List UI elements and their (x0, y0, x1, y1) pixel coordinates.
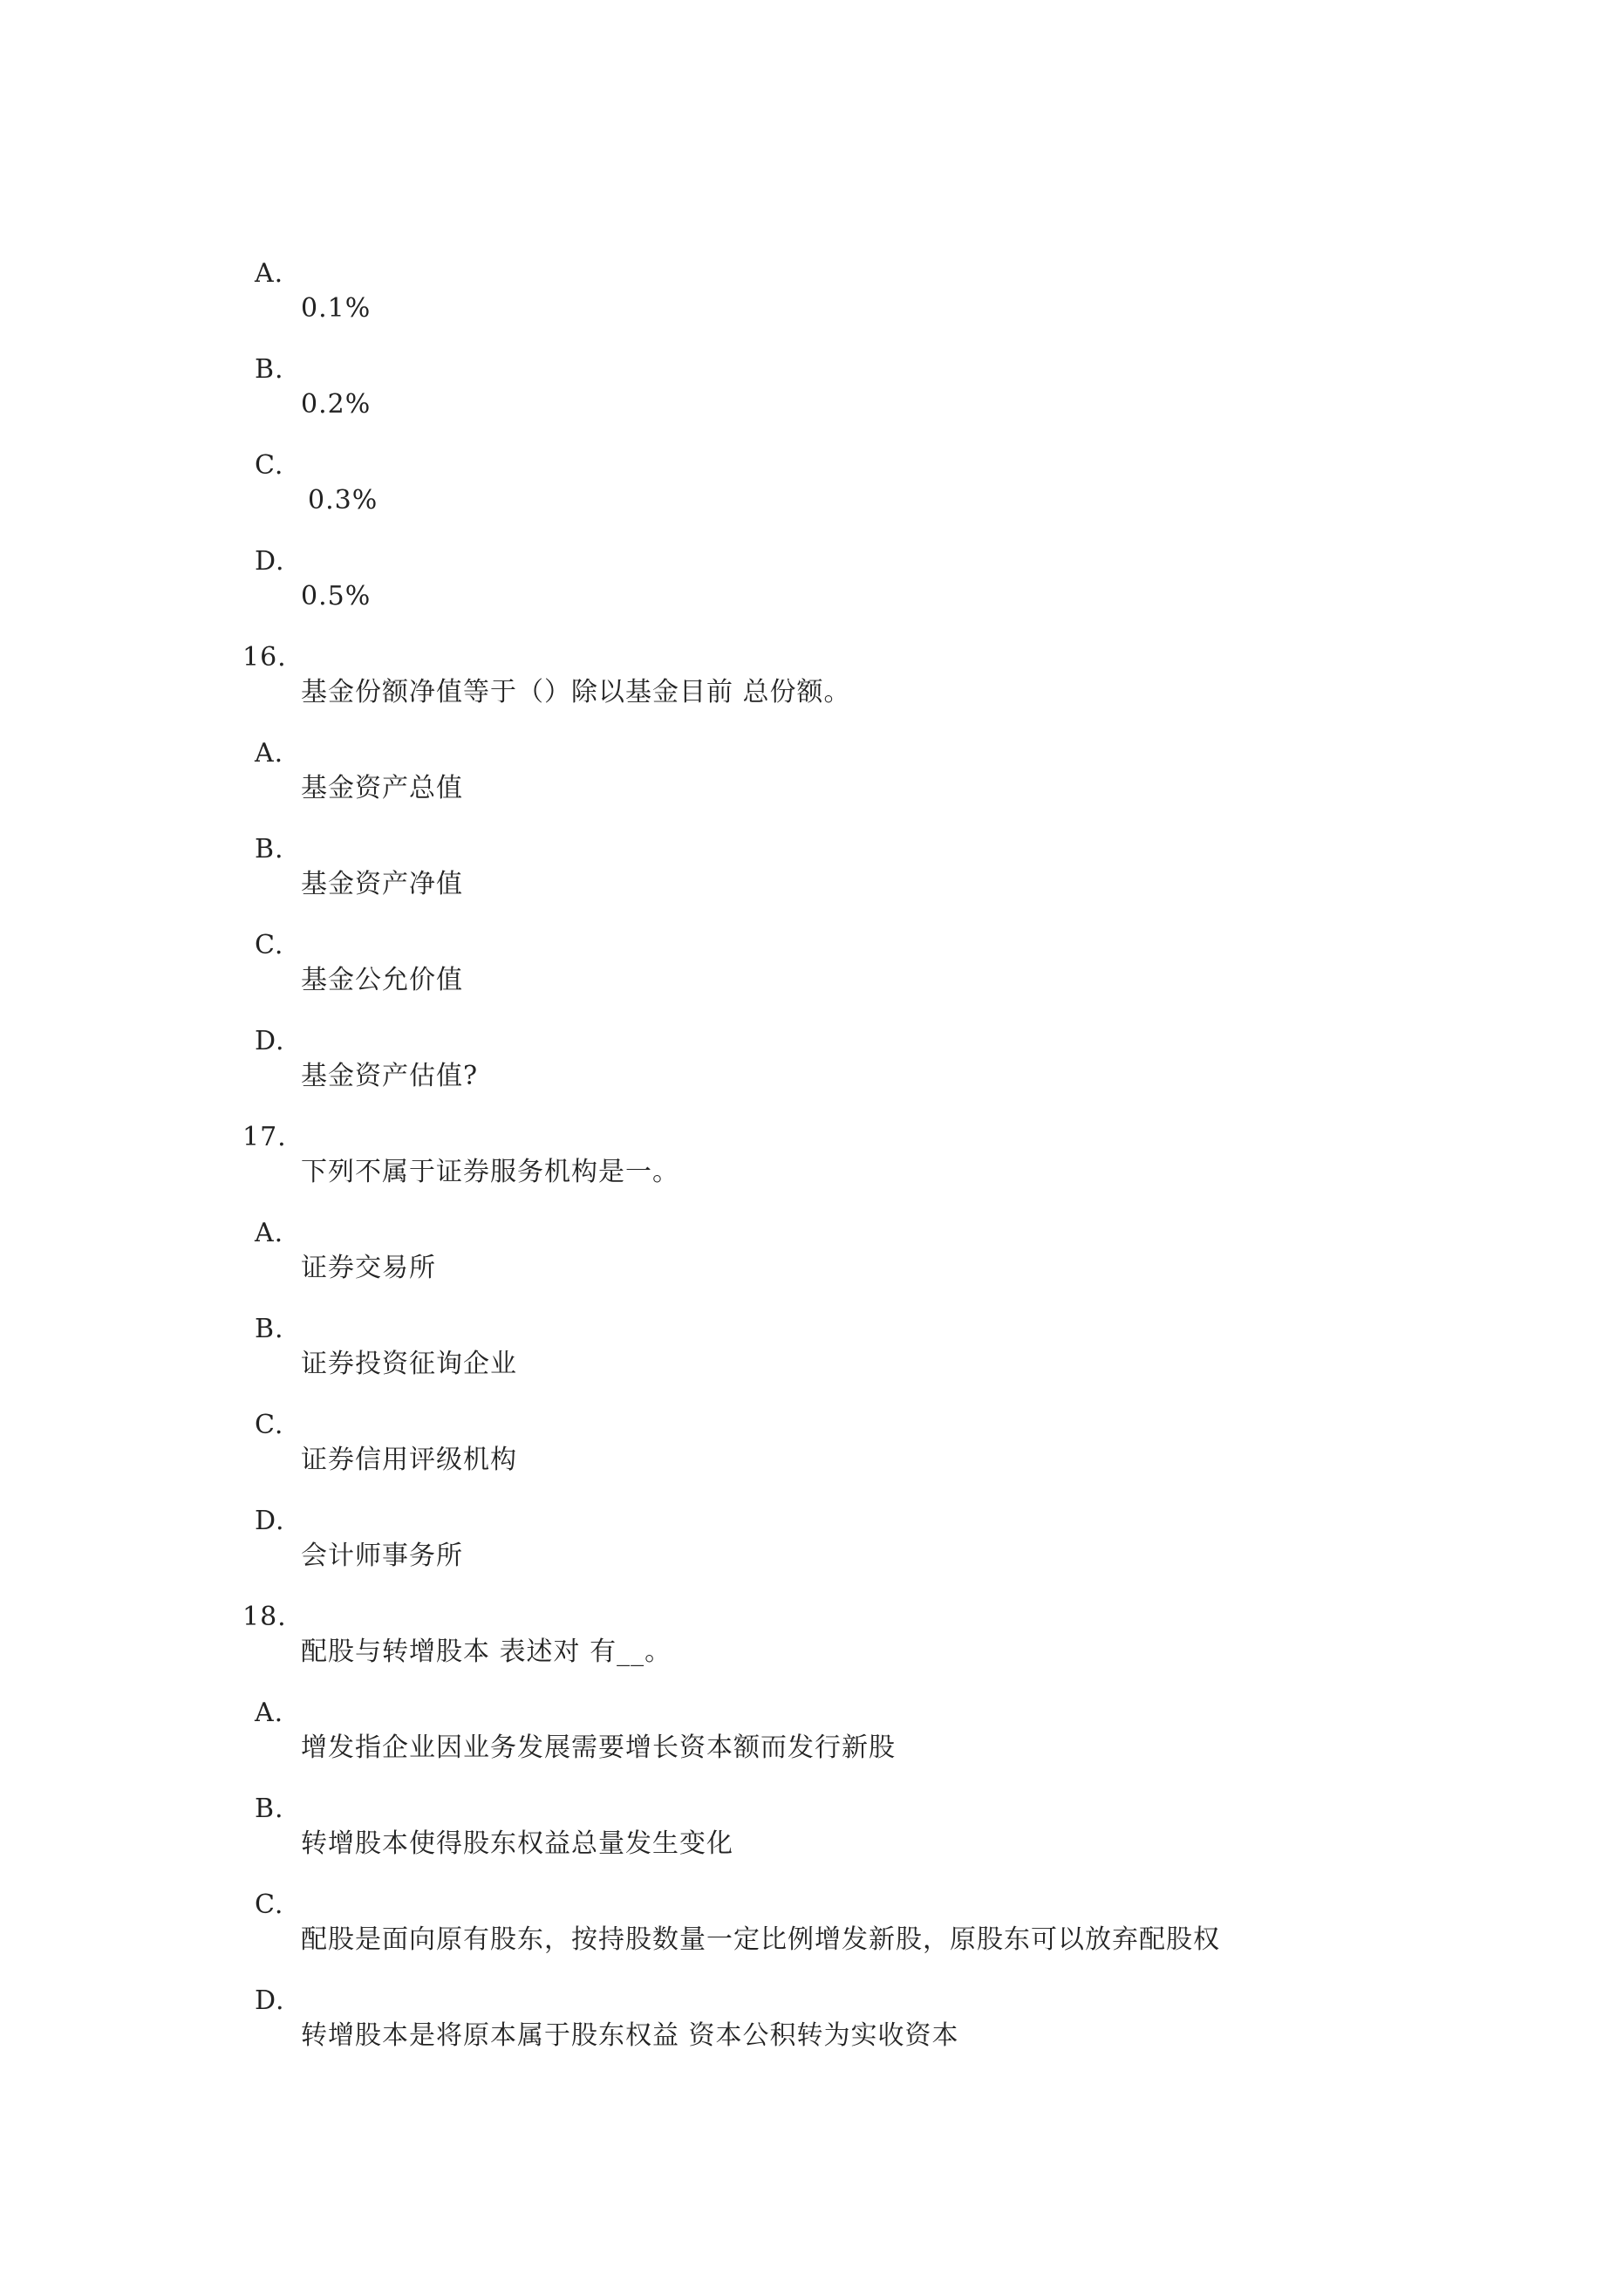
option-marker: A. (255, 1218, 284, 1248)
option-marker: C. (255, 930, 284, 960)
option-text: 0.3% (308, 485, 378, 516)
option-text: 0.2% (301, 389, 372, 420)
question-number: 17. (242, 1122, 287, 1152)
question-number: 16. (242, 642, 287, 673)
option-text: 基金资产总值 (301, 773, 463, 803)
option-text: 会计师事务所 (301, 1541, 463, 1571)
option-marker: A. (255, 258, 284, 289)
option-line (0, 1949, 959, 2088)
option-text: 0.5% (301, 581, 372, 612)
question-text: 基金份额净值等于（）除以基金目前 总份额。 (301, 677, 851, 707)
option-text: 0.1% (301, 293, 372, 324)
question-text: 下列不属于证券服务机构是一。 (301, 1157, 679, 1187)
option-text: 基金公允价值 (301, 965, 463, 995)
option-marker: C. (255, 450, 284, 481)
option-text: 证券信用评级机构 (301, 1445, 517, 1475)
option-text: 增发指企业因业务发展需要增长资本额而发行新股 (301, 1732, 896, 1763)
option-marker: C. (255, 1889, 284, 1920)
option-text: 基金资产估值? (301, 1061, 479, 1091)
question-number: 18. (242, 1602, 287, 1632)
option-marker: B. (255, 1794, 284, 1824)
option-marker: C. (255, 1410, 284, 1440)
option-marker: B. (255, 1314, 284, 1344)
option-text: 配股是面向原有股东，按持股数量一定比例增发新股，原股东可以放弃配股权 (301, 1924, 1220, 1955)
option-marker: B. (255, 354, 284, 385)
option-text: 基金资产净值 (301, 869, 463, 899)
option-marker: B. (255, 834, 284, 864)
option-text: 转增股本是将原本属于股东权益 资本公积转为实收资本 (301, 2020, 959, 2051)
option-text: 转增股本使得股东权益总量发生变化 (301, 1828, 733, 1859)
option-marker: A. (255, 1698, 284, 1728)
option-marker: A. (255, 738, 284, 769)
option-marker: D. (255, 1026, 285, 1056)
option-text: 证券投资征询企业 (301, 1349, 517, 1379)
option-text: 证券交易所 (301, 1253, 436, 1283)
option-marker: D. (255, 546, 285, 577)
option-marker: D. (255, 1506, 285, 1536)
option-marker: D. (255, 1985, 285, 2016)
question-text: 配股与转增股本 表述对 有__。 (301, 1637, 672, 1667)
